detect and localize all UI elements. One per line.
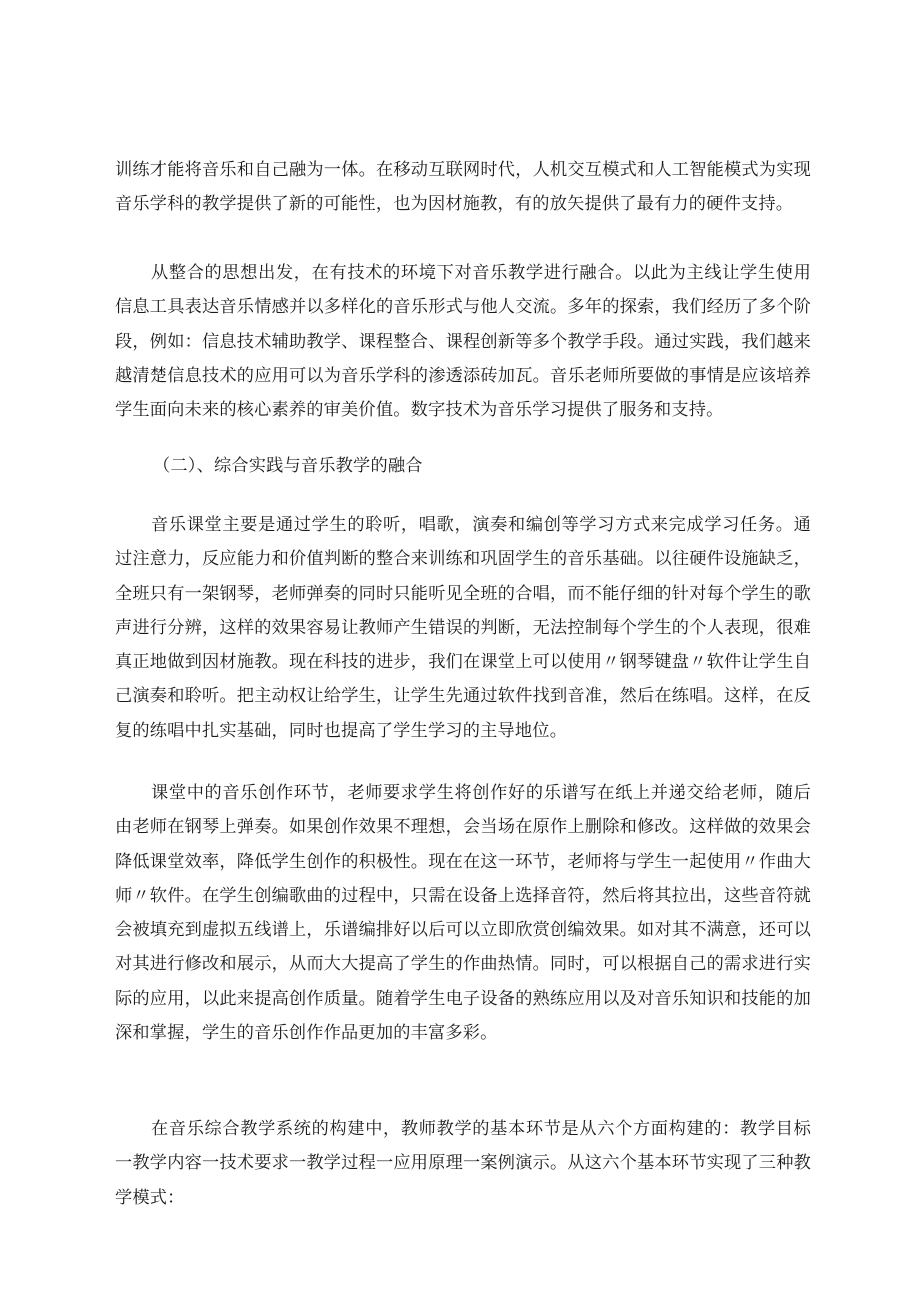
paragraph-integration-thinking: 从整合的思想出发，在有技术的环境下对音乐教学进行融合。以此为主线让学生使用信息工具表达音乐情感并以多样化的音乐形式与他人交流。多年的探索，我们经历了多个阶段，例如：信息技术辅助教学、课程整合、课程创新等多个教学手段。通过实践，我们越来越清楚信息技术的应用可以为音乐学科的渗透添砖加瓦。音乐老师所要做的事情是应该培养学生面向未来的核心素养的审美价值。数字技术为音乐学习提供了服务和支持。: [115, 263, 811, 421]
paragraph-continuation: 训练才能将音乐和自己融为一体。在移动互联网时代，人机交互模式和人工智能模式为实现音乐学科的教学提供了新的可能性，也为因材施教，有的放矢提供了最有力的硬件支持。: [115, 160, 811, 215]
paragraph-music-classroom: 音乐课堂主要是通过学生的聆听，唱歌，演奏和编创等学习方式来完成学习任务。通过注意力，反应能力和价值判断的整合来训练和巩固学生的音乐基础。以往硬件设施缺乏，全班只有一架钢琴，老师弹奏的同时只能听见全班的合唱，而不能仔细的针对每个学生的歌声进行分辨，这样的效果容易让教师产生错误的判断，无法控制每个学生的个人表现，很难真正地做到因材施教。现在科技的进步，我们在课堂上可以使用〃钢琴键盘〃软件让学生自己演奏和聆听。把主动权让给学生，让学生先通过软件找到音准，然后在练唱。这样，在反复的练唱中扎实基础，同时也提高了学生学习的主导地位。: [115, 515, 811, 741]
section-heading: （二）、综合实践与音乐教学的融合: [153, 456, 423, 476]
paragraph-music-creation: 课堂中的音乐创作环节，老师要求学生将创作好的乐谱写在纸上并递交给老师，随后由老师在钢琴上弹奏。如果创作效果不理想，会当场在原作上删除和修改。这样做的效果会降低课堂效率，降低学生创作的积极性。现在在这一环节，老师将与学生一起使用〃作曲大师〃软件。在学生创编歌曲的过程中，只需在设备上选择音符，然后将其拉出，这些音符就会被填充到虚拟五线谱上，乐谱编排好以后可以立即欣赏创编效果。如对其不满意，还可以对其进行修改和展示，从而大大提高了学生的作曲热情。同时，可以根据自己的需求进行实际的应用，以此来提高创作质量。随着学生电子设备的熟练应用以及对音乐知识和技能的加深和掌握，学生的音乐创作作品更加的丰富多彩。: [115, 783, 811, 1044]
paragraph-teaching-system: 在音乐综合教学系统的构建中，教师教学的基本环节是从六个方面构建的：教学目标一教学内容一技术要求一教学过程一应用原理一案例演示。从这六个基本环节实现了三种教学模式：: [115, 1119, 811, 1208]
